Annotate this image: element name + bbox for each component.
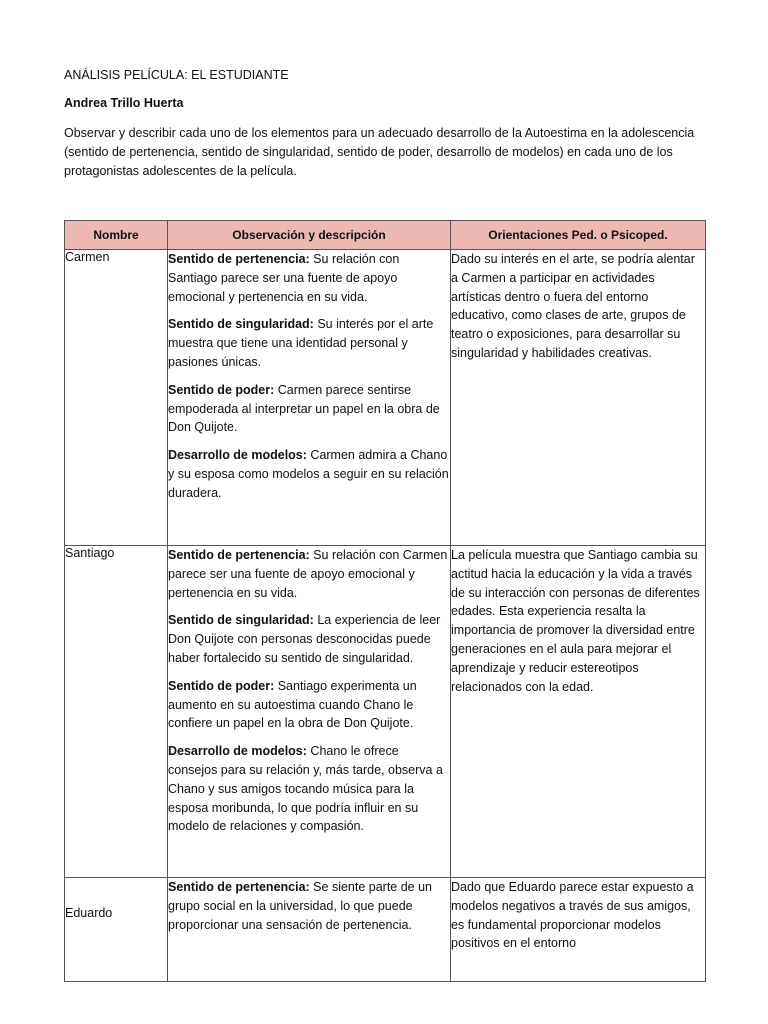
character-name: Santiago bbox=[65, 546, 168, 878]
item-label: Sentido de singularidad: bbox=[168, 613, 314, 628]
character-name: Carmen bbox=[65, 250, 168, 546]
observation-item bbox=[168, 742, 450, 836]
table-header-row bbox=[65, 221, 706, 250]
analysis-table bbox=[64, 220, 706, 982]
item-label: Sentido de pertenencia: bbox=[168, 252, 310, 266]
header-orientation: Orientaciones Ped. o Psicoped. bbox=[451, 221, 706, 250]
character-name: Eduardo bbox=[65, 878, 168, 982]
item-text: Chano le ofrece consejos para su relación y, más tarde, observa a Chano y sus amigos tocando música para la esposa moribunda, lo que podría influir en su modelo de relaciones y compasión. bbox=[168, 744, 443, 834]
item-label: Sentido de poder: bbox=[168, 678, 275, 693]
item-text: Carmen admira a Chano y su esposa como modelos a seguir en su relación duradera. bbox=[168, 448, 449, 500]
item-label: Desarrollo de modelos: bbox=[168, 744, 307, 759]
table-row bbox=[65, 878, 706, 982]
table-row bbox=[65, 546, 706, 878]
observation-cell bbox=[168, 250, 451, 546]
item-text: La experiencia de leer Don Quijote con personas desconocidas puede haber fortalecido su sentido de singularidad. bbox=[168, 613, 441, 665]
observation-item bbox=[168, 315, 450, 371]
observation-item bbox=[168, 677, 450, 733]
item-text: Su relación con Carmen parece ser una fuente de apoyo emocional y pertenencia en su vida. bbox=[168, 548, 448, 600]
item-text: Carmen parece sentirse empoderada al interpretar un papel en la obra de Don Quijote. bbox=[168, 382, 440, 435]
item-text: Su relación con Santiago parece ser una fuente de apoyo emocional y pertenencia en su vida. bbox=[168, 252, 400, 304]
header-observation: Observación y descripción bbox=[168, 221, 451, 250]
item-label: Sentido de poder: bbox=[168, 382, 275, 397]
item-label: Sentido de singularidad: bbox=[168, 317, 314, 332]
header-name: Nombre bbox=[65, 221, 168, 250]
observation-item bbox=[168, 878, 450, 934]
orientation-cell: La película muestra que Santiago cambia su actitud hacia la educación y la vida a través de su interacción con personas de diferentes edades. Esta experiencia resalta la importancia de promover la diversidad entre generaciones en el aula para mejorar el aprendizaje y reducir estereotipos relacionados con la edad. bbox=[451, 546, 706, 878]
orientation-cell: Dado que Eduardo parece estar expuesto a modelos negativos a través de sus amigos, es fundamental proporcionar modelos positivos en el entorno bbox=[451, 878, 706, 982]
intro-paragraph: Observar y describir cada uno de los elementos para un adecuado desarrollo de la Autoestima en la adolescencia (sentido de pertenencia, sentido de singularidad, sentido de poder, desarrollo de modelos) en cada uno de los protagonistas adolescentes de la película. bbox=[64, 126, 695, 178]
observation-item bbox=[168, 250, 450, 306]
orientation-cell: Dado su interés en el arte, se podría alentar a Carmen a participar en actividades artísticas dentro o fuera del entorno educativo, como clases de arte, grupos de teatro o exposiciones, para desarrollar su singularidad y habilidades creativas. bbox=[451, 250, 706, 546]
observation-item bbox=[168, 546, 450, 602]
item-text: Santiago experimenta un aumento en su autoestima cuando Chano le confiere un papel en la obra de Don Quijote. bbox=[168, 678, 417, 731]
observation-cell bbox=[168, 546, 451, 878]
observation-item bbox=[168, 446, 450, 502]
document-title: ANÁLISIS PELÍCULA: EL ESTUDIANTE bbox=[64, 68, 289, 82]
observation-item bbox=[168, 381, 450, 437]
item-label: Desarrollo de modelos: bbox=[168, 448, 307, 463]
item-text: Su interés por el arte muestra que tiene una identidad personal y pasiones únicas. bbox=[168, 317, 434, 369]
item-text: Se siente parte de un grupo social en la universidad, lo que puede proporcionar una sensación de pertenencia. bbox=[168, 880, 433, 932]
author-name: Andrea Trillo Huerta bbox=[64, 96, 184, 110]
item-label: Sentido de pertenencia: bbox=[168, 548, 310, 562]
observation-item bbox=[168, 611, 450, 667]
observation-cell bbox=[168, 878, 451, 982]
item-label: Sentido de pertenencia: bbox=[168, 880, 310, 894]
table-row bbox=[65, 250, 706, 546]
